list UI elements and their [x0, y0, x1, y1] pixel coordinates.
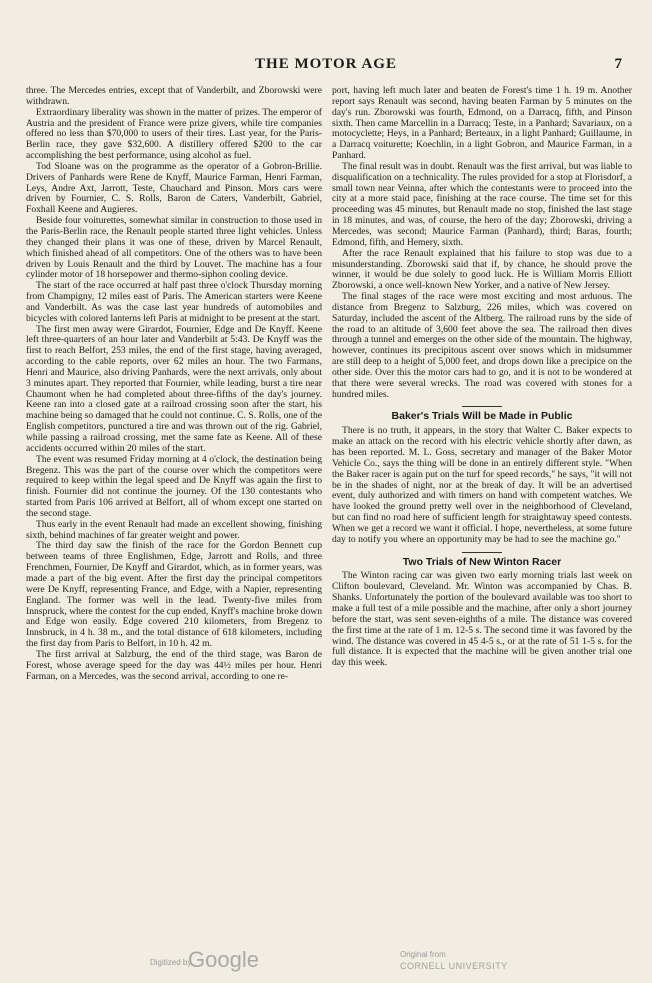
- left-column: [26, 86, 322, 682]
- paragraph: Tod Sloane was on the programme as the operator of a Gobron-Brillie. Drivers of Panhards were Rene de Knyff, Maurice Farman, Henri Farman, Leys, Andre Axt, Jarrott, Teste, Chauchard and Pinson. Mors cars were driven by Fournier, C. S. Rolls, Baron de Caters, Vanderbilt, Gabriel, Foxhall Keene and Augieres.: [26, 160, 322, 216]
- paragraph: Extraordinary liberality was shown in the matter of prizes. The emperor of Austria and the president of France were prize givers, while tire companies offered no less than $70,000 to users of their tires. Last year, for the Paris-Berlin race, they gave $32,600. A distillery offered $200 to the car accomplishing the best performance, using alcohol as fuel.: [26, 106, 322, 162]
- paragraph: After the race Renault explained that his failure to stop was due to a misunderstanding. Zborowski said that if, by chance, he should prove the winner, it would be due solely to good luck. He is William Morris Elliott Zborowski, a once well-known New Yorker, and a native of New Jersey.: [332, 247, 632, 292]
- digitization-footer: [0, 944, 652, 974]
- page-header: [0, 56, 652, 78]
- section-divider: [462, 552, 502, 553]
- paragraph: The final result was in doubt. Renault was the first arrival, but was liable to disqualification on a technicality. The rules provided for a stop at Florisdorf, a small town near Veinna, after which the contestants were to proceed into the city at a more staid pace, finishing at the race course. The time set for this proceeding was 45 minutes, but Renault made no stop, finished the last stage in 18 minutes, and was, of course, the hero of the day; Zborowski, driving a Mercedes, was second; Maurice Farman (Panhard), third; Baras, fourth; Edmond, fifth, and Hemery, sixth.: [332, 160, 632, 248]
- paragraph: There is no truth, it appears, in the story that Walter C. Baker expects to make an attack on the record with his electric vehicle shortly after dawn, as has been reported. M. L. Goss, secretary and manager of the Baker Motor Vehicle Co., says the thing will be done in an entirely different style. "When the Baker racer is again put on the turf for speed records," he says, "it will not be in the shades of night, nor at the break of day. It will be an advertised event, duly authorized and with timers on hand with competent watches. We have looked the ground pretty well over in the neighborhood of Cleveland, but can find no road here of sufficient length for straightaway speed contests. When we get a record we want it official. I hope, nevertheless, at some future day to notify you where an opportunity may be had to see the machine go.": [332, 425, 632, 545]
- paragraph: Thus early in the event Renault had made an excellent showing, finishing sixth, behind machines of far greater weight and power.: [26, 518, 322, 541]
- paragraph: The third day saw the finish of the race for the Gordon Bennett cup between teams of three Englishmen, Edge, Jarrott and Rolls, and three Frenchmen, Fournier, De Knyff and Girardot, which, as in former years, was made a part of the big event. After the first day the principal competitors were De Knyff, representing France, and Edge, with a Napier, representing England. The former was well in the lead. Twenty-five miles from Innspruck, where the contest for the cup ended, Knyff's machine broke down and Edge won easily. Edge covered 210 kilometers, from Bregenz to Innsbruck, in 4 h. 38 m., and the total distance of 618 kilometers, including the first day from Paris to Belfort, in 10 h. 42 m.: [26, 540, 322, 650]
- page-title: THE MOTOR AGE: [255, 56, 397, 72]
- digitized-by-label: Digitized by: [150, 958, 192, 967]
- paragraph: port, having left much later and beaten de Forest's time 1 h. 19 m. Another report says Renault was second, having beaten Farman by 5 minutes on the day's run. Zborowski was fourth, Edmond, on a Darracq, fifth, and Pinson sixth. Then came Marcellin in a Darracq; Teste, in a Panhard; Savariaux, on a motocyclette; Heys, in a Panhard; Berteaux, in a light Panhard; Guillaume, in a Darracq voiturette; Koechlin, in a light Gobron, and Maurice Farman, in a Panhard.: [332, 85, 632, 162]
- article-heading: Baker's Trials Will be Made in Public: [391, 410, 573, 423]
- paragraph: The first men away were Girardot, Fournier, Edge and De Knyff. Keene left three-quarters of an hour later and Vanderbilt at 5:43. De Knyff was the first to reach Belfort, 253 miles, the end of the first stage, having averaged, according to the cable reports, over 62 miles an hour. The two Farmans, Henri and Maurice, also driving Panhards, were the next arrivals, only about 3 minutes apart. They reported that Fournier, while leading, burst a tire near Chaumont when he had completed about three-fifths of the day's journey. Keene ran into a closed gate at a railroad crossing soon after the start, his machine being so damaged that he could not continue. C. S. Rolls, one of the English competitors, punctured a tire and was thrown out of the rig. Gabriel, while passing a railroad crossing, met the same fate as Keene. All of these accidents occurred within 20 miles of the start.: [26, 323, 322, 454]
- article-heading: Two Trials of New Winton Racer: [402, 555, 562, 568]
- paragraph: Beside four voiturettes, somewhat similar in construction to those used in the Paris-Berlin race, the Renault people started three light vehicles. Unless they changed their plans it was one of these, driven by Marcel Renault, which finished ahead of all competitors. One of the others was to have been driven by Louis Renault and the third by Louvet. The machine has a four cylinder motor of 18 horsepower and thermo-siphon cooling device.: [26, 215, 322, 281]
- paragraph: three. The Mercedes entries, except that of Vanderbilt, and Zborowski were withdrawn.: [26, 85, 322, 107]
- right-column: [332, 86, 632, 669]
- paragraph: The first arrival at Salzburg, the end of the third stage, was Baron de Forest, whose average speed for the day was 44½ miles per hour. Henri Farman, on a Mercedes, was the second arrival, according to one re-: [26, 648, 322, 682]
- paragraph: The event was resumed Friday morning at 4 o'clock, the destination being Bregenz. This was the part of the course over which the competitors were required to keep within the legal speed and De Knyff was again the first to finish. Fournier did not continue the journey. Of the 130 contestants who started from Paris 106 arrived at Belfort, all of whom except one started on the second stage.: [26, 453, 322, 519]
- page-number: 7: [614, 56, 622, 72]
- paragraph: The start of the race occurred at half past three o'clock Thursday morning from Champigny, 12 miles east of Paris. The American starters were Keene and Vanderbilt. As was the case last year hundreds of automobiles and bicycles with colored lanterns left Paris at midnight to be present at the start.: [26, 280, 322, 324]
- paragraph: The final stages of the race were most exciting and most arduous. The distance from Bregenz to Salzburg, 226 miles, which was covered on Saturday, included the ascent of the Altberg. The railroad runs by the side of the road to an altitude of 3,600 feet above the sea. The railroad then dives through a tunnel and emerges on the other side of the mountain. The highway, however, continues its precipitous ascent over snows which in midsummer are still deep to a height of 5,000 feet, and drops down like a precipice on the other side. Over this the motor cars had to go, and it is not to be wondered at that there were several wrecks. The road was covered with stones for a hundred miles.: [332, 291, 632, 400]
- institution-label: CORNELL UNIVERSITY: [400, 961, 508, 971]
- original-from-label: Original from: [400, 950, 446, 959]
- paragraph: The Winton racing car was given two early morning trials last week on Clifton boulevard, Cleveland. Mr. Winton was accompanied by Chas. B. Shanks. Unfortunately the portion of the boulevard available was too short to make a full test of a mile possible and the machine, after only a short journey before the start, was sent seven-eighths of a mile. The distance was covered the first time at the rate of 1 m. 12-5 s. The second time it was favored by the wind. The distance was covered in 45 4-5 s., or at the rate of 51 1-5 s. for the full distance. It is expected that the machine will be given another trial one day this week.: [332, 570, 632, 669]
- section-divider: [462, 406, 502, 407]
- google-logo: Google: [188, 947, 259, 972]
